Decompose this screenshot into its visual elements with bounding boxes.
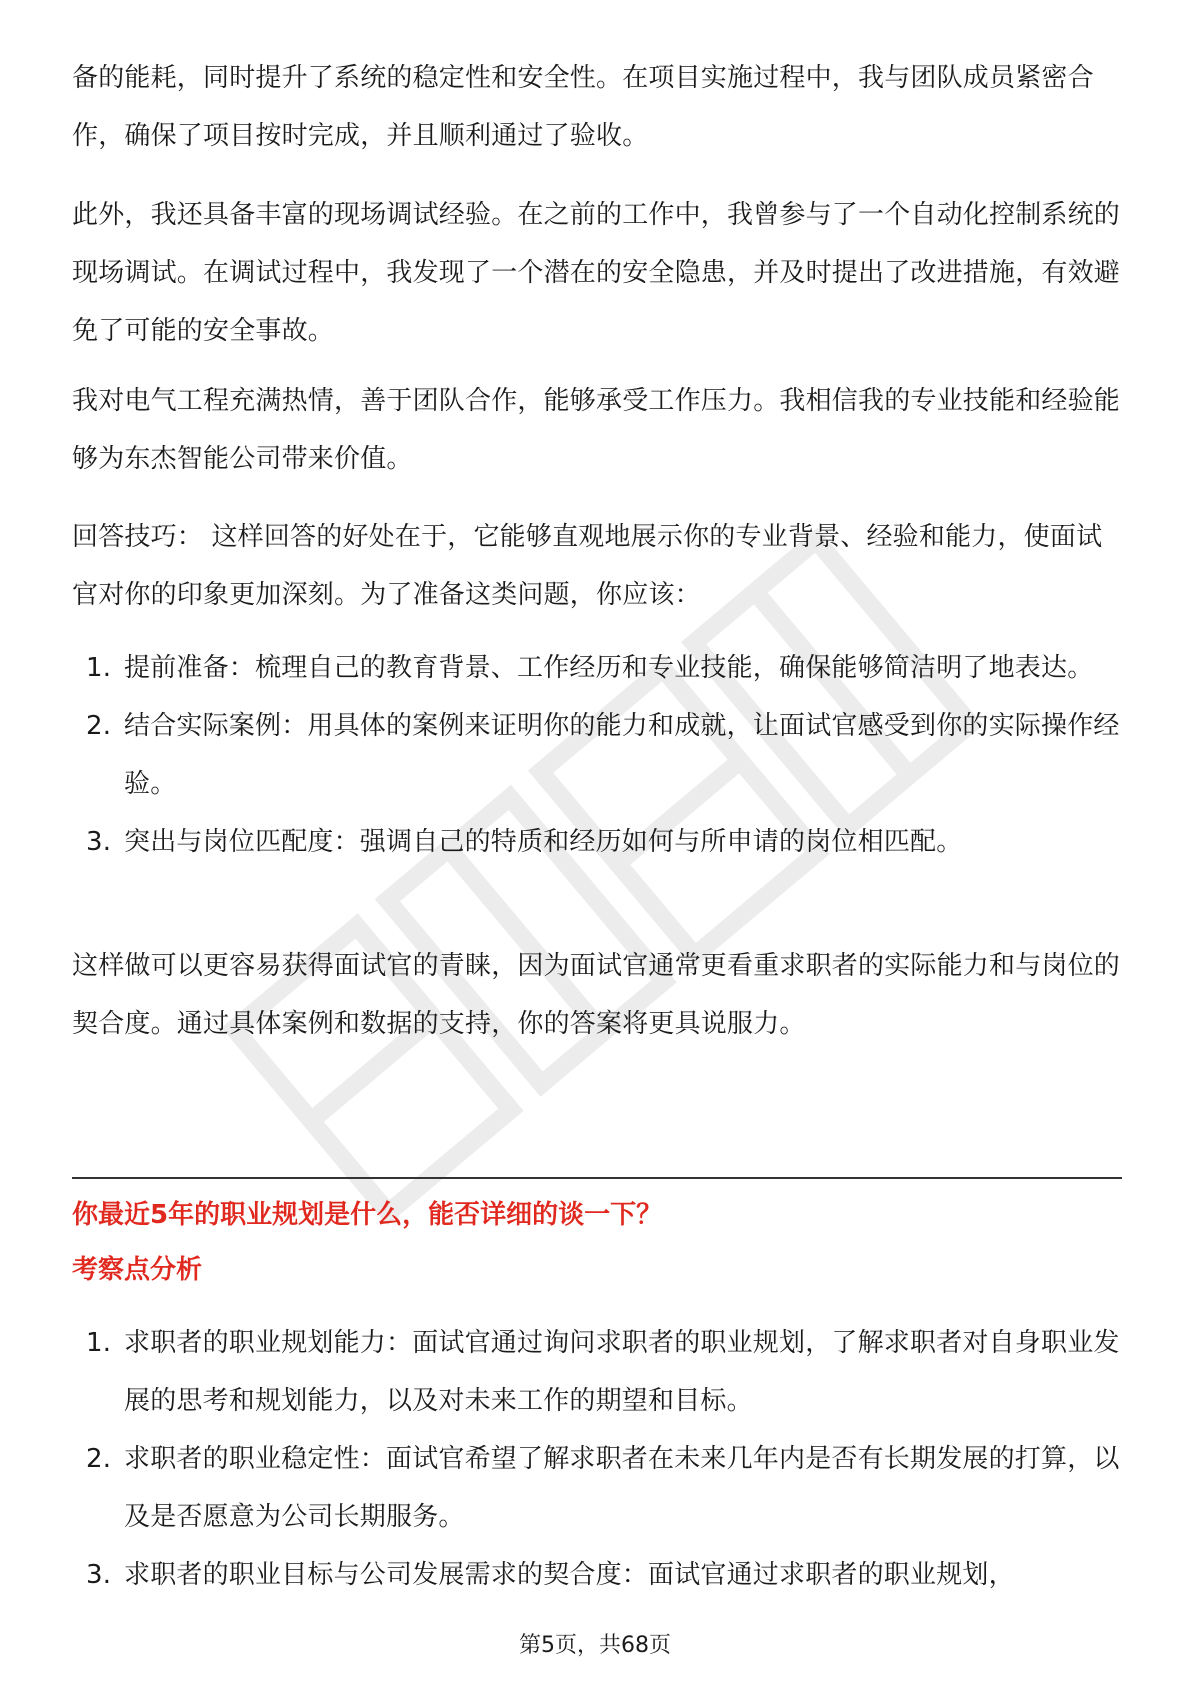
paragraph-answer-tips: 回答技巧： 这样回答的好处在于，它能够直观地展示你的专业背景、经验和能力，使面试官对你的印象更加深刻。为了准备这类问题，你应该： [72, 522, 1103, 610]
paragraph-passion: 我对电气工程充满热情，善于团队合作，能够承受工作压力。我相信我的专业技能和经验能够为东杰智能公司带来价值。 [72, 386, 1121, 474]
analysis-heading: 考察点分析 [72, 1255, 203, 1285]
section-divider [72, 1177, 1122, 1179]
analysis-list [72, 1314, 1122, 1604]
paragraph-closing: 这样做可以更容易获得面试官的青睐，因为面试官通常更看重求职者的实际能力和与岗位的契合度。通过具体案例和数据的支持，你的答案将更具说服力。 [72, 951, 1121, 1039]
list-item: 1. 求职者的职业规划能力：面试官通过询问求职者的职业规划，了解求职者对自身职业发展的思考和规划能力，以及对未来工作的期望和目标。 [86, 1328, 1120, 1416]
tips-list [72, 639, 1122, 871]
list-item: 1. 提前准备：梳理自己的教育背景、工作经历和专业技能，确保能够简洁明了地表达。 [86, 653, 1094, 683]
list-item: 3. 突出与岗位匹配度：强调自己的特质和经历如何与所申请的岗位相匹配。 [86, 827, 963, 857]
paragraph-field-debugging: 此外，我还具备丰富的现场调试经验。在之前的工作中，我曾参与了一个自动化控制系统的现场调试。在调试过程中，我发现了一个潜在的安全隐患，并及时提出了改进措施，有效避免了可能的安全事故。 [72, 200, 1121, 346]
question-heading: 你最近5年的职业规划是什么，能否详细的谈一下？ [72, 1200, 663, 1230]
list-item: 2. 结合实际案例：用具体的案例来证明你的能力和成就，让面试官感受到你的实际操作经验。 [86, 711, 1120, 799]
list-item: 3. 求职者的职业目标与公司发展需求的契合度：面试官通过求职者的职业规划， [86, 1560, 1015, 1590]
list-item: 2. 求职者的职业稳定性：面试官希望了解求职者在未来几年内是否有长期发展的打算，以及是否愿意为公司长期服务。 [86, 1444, 1120, 1532]
page-footer: 第5页，共68页 [519, 1633, 671, 1658]
paragraph-project-result: 备的能耗，同时提升了系统的稳定性和安全性。在项目实施过程中，我与团队成员紧密合作，确保了项目按时完成，并且顺利通过了验收。 [72, 63, 1094, 151]
